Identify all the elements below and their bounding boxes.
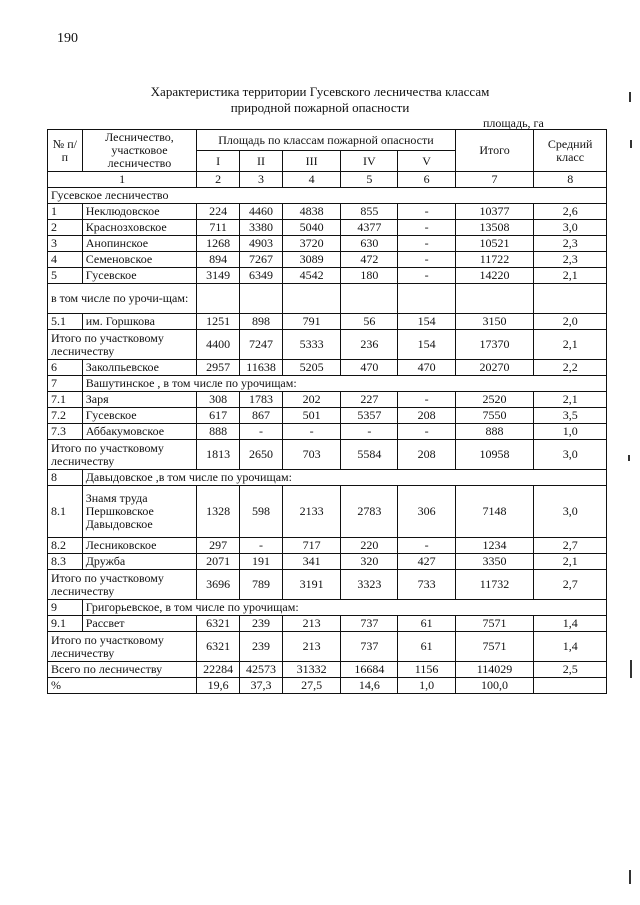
cell-c3: 341 xyxy=(283,554,341,570)
cell-c2: 239 xyxy=(240,616,283,632)
cell-c1: 3149 xyxy=(197,268,240,284)
cell-c5: 154 xyxy=(398,314,455,330)
forestry-name: Знамя труда Першковское Давыдовское xyxy=(82,486,196,538)
cell-total: 100,0 xyxy=(455,678,534,694)
table-row xyxy=(48,204,607,220)
cell-c2: 789 xyxy=(240,570,283,600)
cell-c4: 470 xyxy=(341,360,398,376)
cell-total: 3150 xyxy=(455,314,534,330)
forestry-name: Заколпьевское xyxy=(82,360,196,376)
cell-c4: - xyxy=(341,424,398,440)
row-number: 3 xyxy=(48,236,83,252)
cell-c2: 3380 xyxy=(240,220,283,236)
cell-c3: 791 xyxy=(283,314,341,330)
cell-c4: 320 xyxy=(341,554,398,570)
cell-c1: 617 xyxy=(197,408,240,424)
cell-c4: 16684 xyxy=(341,662,398,678)
subtotal-label: Итого по участковому лесничеству xyxy=(48,632,197,662)
cell-c5: 208 xyxy=(398,440,455,470)
row-number: 8.2 xyxy=(48,538,83,554)
cell-c1: 1251 xyxy=(197,314,240,330)
cell-avg: 2,1 xyxy=(534,392,607,408)
forestry-name: им. Горшкова xyxy=(82,314,196,330)
scan-mark xyxy=(628,455,630,461)
forestry-name: Семеновское xyxy=(82,252,196,268)
cell-total: 7571 xyxy=(455,616,534,632)
cell-c5: 470 xyxy=(398,360,455,376)
row-number: 6 xyxy=(48,360,83,376)
cell-c1: 1268 xyxy=(197,236,240,252)
cell-c4: 855 xyxy=(341,204,398,220)
cell-c2: 2650 xyxy=(240,440,283,470)
header-class-4: IV xyxy=(341,151,398,172)
table-row xyxy=(48,408,607,424)
cell-c5: 733 xyxy=(398,570,455,600)
cell-c2: 191 xyxy=(240,554,283,570)
cell-c2: 4460 xyxy=(240,204,283,220)
cell-total: 888 xyxy=(455,424,534,440)
table-row xyxy=(48,632,607,662)
group-title: Григорьевское, в том числе по урочищам: xyxy=(82,600,606,616)
cell-total: 11722 xyxy=(455,252,534,268)
cell-total: 1234 xyxy=(455,538,534,554)
cell-c1: 19,6 xyxy=(197,678,240,694)
cell-total: 10521 xyxy=(455,236,534,252)
subtotal-label: Итого по участковому лесничеству xyxy=(48,570,197,600)
col-number-7: 7 xyxy=(455,172,534,188)
cell-c4: 5357 xyxy=(341,408,398,424)
cell-c5: 61 xyxy=(398,616,455,632)
header-row-1 xyxy=(48,130,607,151)
cell-c3: 703 xyxy=(283,440,341,470)
cell-c1: 297 xyxy=(197,538,240,554)
cell-avg: 2,3 xyxy=(534,252,607,268)
cell-c4: 180 xyxy=(341,268,398,284)
cell-c3: 5040 xyxy=(283,220,341,236)
cell-total: 2520 xyxy=(455,392,534,408)
cell-c2: 239 xyxy=(240,632,283,662)
table-row xyxy=(48,236,607,252)
cell-avg: 2,7 xyxy=(534,570,607,600)
cell-c4: 2783 xyxy=(341,486,398,538)
subtotal-label: Итого по участковому лесничеству xyxy=(48,330,197,360)
unit-label: площадь, га xyxy=(483,116,544,130)
row-number: 4 xyxy=(48,252,83,268)
cell-c2: 867 xyxy=(240,408,283,424)
table-row xyxy=(48,662,607,678)
cell-c3: 2133 xyxy=(283,486,341,538)
empty-cell xyxy=(240,284,283,314)
col-number-4: 4 xyxy=(283,172,341,188)
cell-c2: 4903 xyxy=(240,236,283,252)
cell-c4: 236 xyxy=(341,330,398,360)
cell-c2: 11638 xyxy=(240,360,283,376)
row-number: 7.1 xyxy=(48,392,83,408)
row-number: 9 xyxy=(48,600,83,616)
cell-c2: 598 xyxy=(240,486,283,538)
cell-c4: 4377 xyxy=(341,220,398,236)
header-class-2: II xyxy=(240,151,283,172)
page-number: 190 xyxy=(57,31,78,46)
cell-avg: 2,6 xyxy=(534,204,607,220)
forestry-name: Заря xyxy=(82,392,196,408)
cell-c3: 3191 xyxy=(283,570,341,600)
cell-c5: 1,0 xyxy=(398,678,455,694)
scan-mark xyxy=(629,870,631,884)
cell-total: 7550 xyxy=(455,408,534,424)
column-number-row xyxy=(48,172,607,188)
row-number: 5 xyxy=(48,268,83,284)
group-title: Вашутинское , в том числе по урочищам: xyxy=(82,376,606,392)
cell-c1: 894 xyxy=(197,252,240,268)
cell-c3: 717 xyxy=(283,538,341,554)
cell-total: 114029 xyxy=(455,662,534,678)
cell-c2: 1783 xyxy=(240,392,283,408)
document-title xyxy=(0,84,640,116)
forestry-name: Гусевское xyxy=(82,408,196,424)
forestry-name: Гусевское xyxy=(82,268,196,284)
row-number: 2 xyxy=(48,220,83,236)
scan-mark xyxy=(630,140,632,148)
cell-c5: 427 xyxy=(398,554,455,570)
row-number: 1 xyxy=(48,204,83,220)
cell-c4: 737 xyxy=(341,632,398,662)
cell-total: 13508 xyxy=(455,220,534,236)
subtotal-label: Итого по участковому лесничеству xyxy=(48,440,197,470)
cell-c5: - xyxy=(398,268,455,284)
cell-total: 17370 xyxy=(455,330,534,360)
cell-c3: 213 xyxy=(283,632,341,662)
cell-c4: 227 xyxy=(341,392,398,408)
cell-c5: - xyxy=(398,538,455,554)
table-row xyxy=(48,470,607,486)
cell-total: 10958 xyxy=(455,440,534,470)
header-avg-class: Средний класс xyxy=(534,130,607,172)
empty-cell xyxy=(455,284,534,314)
table-row xyxy=(48,268,607,284)
cell-avg xyxy=(534,678,607,694)
cell-c3: 501 xyxy=(283,408,341,424)
forestry-name: Рассвет xyxy=(82,616,196,632)
cell-c5: - xyxy=(398,252,455,268)
cell-c5: - xyxy=(398,220,455,236)
cell-avg: 2,0 xyxy=(534,314,607,330)
cell-c5: 1156 xyxy=(398,662,455,678)
cell-total: 7571 xyxy=(455,632,534,662)
subtotal-label: Всего по лесничеству xyxy=(48,662,197,678)
fire-danger-table xyxy=(47,129,607,694)
table-row xyxy=(48,570,607,600)
cell-c4: 737 xyxy=(341,616,398,632)
cell-c1: 6321 xyxy=(197,632,240,662)
cell-c1: 3696 xyxy=(197,570,240,600)
table-row xyxy=(48,440,607,470)
empty-cell xyxy=(283,284,341,314)
header-class-1: I xyxy=(197,151,240,172)
cell-c5: - xyxy=(398,392,455,408)
cell-avg: 2,5 xyxy=(534,662,607,678)
row-number: 9.1 xyxy=(48,616,83,632)
empty-cell xyxy=(341,284,398,314)
cell-c3: - xyxy=(283,424,341,440)
table-row xyxy=(48,486,607,538)
empty-cell xyxy=(398,284,455,314)
cell-c2: 6349 xyxy=(240,268,283,284)
cell-c3: 202 xyxy=(283,392,341,408)
cell-total: 7148 xyxy=(455,486,534,538)
subtotal-label: % xyxy=(48,678,197,694)
table-row xyxy=(48,330,607,360)
cell-c5: - xyxy=(398,204,455,220)
cell-avg: 2,1 xyxy=(534,330,607,360)
forestry-name: Краснозховское xyxy=(82,220,196,236)
cell-c3: 31332 xyxy=(283,662,341,678)
table-row xyxy=(48,314,607,330)
cell-c3: 27,5 xyxy=(283,678,341,694)
cell-total: 3350 xyxy=(455,554,534,570)
cell-avg: 2,7 xyxy=(534,538,607,554)
cell-c3: 5205 xyxy=(283,360,341,376)
cell-c1: 2071 xyxy=(197,554,240,570)
scan-mark xyxy=(630,660,632,678)
row-number: 7.2 xyxy=(48,408,83,424)
cell-avg: 3,0 xyxy=(534,220,607,236)
col-number-5: 5 xyxy=(341,172,398,188)
cell-total: 11732 xyxy=(455,570,534,600)
cell-c5: 154 xyxy=(398,330,455,360)
table-row xyxy=(48,252,607,268)
cell-c2: 7267 xyxy=(240,252,283,268)
table-row xyxy=(48,220,607,236)
col-number-6: 6 xyxy=(398,172,455,188)
cell-c4: 14,6 xyxy=(341,678,398,694)
table-row xyxy=(48,554,607,570)
cell-c4: 220 xyxy=(341,538,398,554)
cell-c2: 42573 xyxy=(240,662,283,678)
row-number: 8.1 xyxy=(48,486,83,538)
col-number-3: 3 xyxy=(240,172,283,188)
cell-avg: 1,4 xyxy=(534,632,607,662)
row-number: 8 xyxy=(48,470,83,486)
col-number-1: 1 xyxy=(48,172,197,188)
table-row xyxy=(48,616,607,632)
cell-c5: 61 xyxy=(398,632,455,662)
cell-c1: 6321 xyxy=(197,616,240,632)
cell-c4: 3323 xyxy=(341,570,398,600)
col-number-2: 2 xyxy=(197,172,240,188)
cell-avg: 2,1 xyxy=(534,268,607,284)
forestry-name: Дружба xyxy=(82,554,196,570)
forestry-name: Аббакумовское xyxy=(82,424,196,440)
table-row xyxy=(48,424,607,440)
empty-cell xyxy=(197,284,240,314)
cell-avg: 2,2 xyxy=(534,360,607,376)
header-class-5: V xyxy=(398,151,455,172)
cell-avg: 2,1 xyxy=(534,554,607,570)
cell-c2: - xyxy=(240,538,283,554)
header-class-3: III xyxy=(283,151,341,172)
cell-c5: 306 xyxy=(398,486,455,538)
cell-total: 14220 xyxy=(455,268,534,284)
cell-c1: 711 xyxy=(197,220,240,236)
cell-avg: 2,3 xyxy=(534,236,607,252)
table-row xyxy=(48,678,607,694)
row-number: 5.1 xyxy=(48,314,83,330)
col-number-8: 8 xyxy=(534,172,607,188)
cell-c3: 4542 xyxy=(283,268,341,284)
cell-c3: 213 xyxy=(283,616,341,632)
row-number: 8.3 xyxy=(48,554,83,570)
table-row xyxy=(48,188,607,204)
cell-c5: - xyxy=(398,424,455,440)
cell-total: 20270 xyxy=(455,360,534,376)
cell-avg: 3,5 xyxy=(534,408,607,424)
cell-c1: 1813 xyxy=(197,440,240,470)
cell-c2: - xyxy=(240,424,283,440)
cell-c1: 4400 xyxy=(197,330,240,360)
cell-c4: 472 xyxy=(341,252,398,268)
section-title: Гусевское лесничество xyxy=(48,188,607,204)
header-no: № п/п xyxy=(48,130,83,172)
cell-c1: 888 xyxy=(197,424,240,440)
header-area-by-class: Площадь по классам пожарной опасности xyxy=(197,130,456,151)
forestry-name: Неклюдовское xyxy=(82,204,196,220)
cell-c1: 1328 xyxy=(197,486,240,538)
cell-c1: 224 xyxy=(197,204,240,220)
cell-avg: 1,0 xyxy=(534,424,607,440)
title-line-1: Характеристика территории Гусевского лесничества классам xyxy=(150,84,490,99)
cell-c3: 3089 xyxy=(283,252,341,268)
title-line-2: природной пожарной опасности xyxy=(230,100,410,115)
cell-total: 10377 xyxy=(455,204,534,220)
cell-c4: 630 xyxy=(341,236,398,252)
cell-c3: 3720 xyxy=(283,236,341,252)
cell-c4: 5584 xyxy=(341,440,398,470)
group-title: Давыдовское ,в том числе по урочищам: xyxy=(82,470,606,486)
table-row xyxy=(48,376,607,392)
header-total: Итого xyxy=(455,130,534,172)
cell-avg: 1,4 xyxy=(534,616,607,632)
table-row xyxy=(48,600,607,616)
scan-mark xyxy=(629,92,631,102)
cell-c1: 22284 xyxy=(197,662,240,678)
subgroup-label: в том числе по урочи-щам: xyxy=(48,284,197,314)
cell-avg: 3,0 xyxy=(534,486,607,538)
forestry-name: Анопинское xyxy=(82,236,196,252)
cell-c5: 208 xyxy=(398,408,455,424)
table-row xyxy=(48,538,607,554)
header-forestry: Лесничество, участковое лесничество xyxy=(82,130,196,172)
cell-c1: 308 xyxy=(197,392,240,408)
cell-c2: 7247 xyxy=(240,330,283,360)
cell-c3: 5333 xyxy=(283,330,341,360)
cell-c3: 4838 xyxy=(283,204,341,220)
table-row xyxy=(48,284,607,314)
cell-avg: 3,0 xyxy=(534,440,607,470)
cell-c1: 2957 xyxy=(197,360,240,376)
cell-c2: 898 xyxy=(240,314,283,330)
cell-c2: 37,3 xyxy=(240,678,283,694)
empty-cell xyxy=(534,284,607,314)
forestry-name: Лесниковское xyxy=(82,538,196,554)
cell-c5: - xyxy=(398,236,455,252)
table-row xyxy=(48,360,607,376)
row-number: 7 xyxy=(48,376,83,392)
table-row xyxy=(48,392,607,408)
cell-c4: 56 xyxy=(341,314,398,330)
row-number: 7.3 xyxy=(48,424,83,440)
